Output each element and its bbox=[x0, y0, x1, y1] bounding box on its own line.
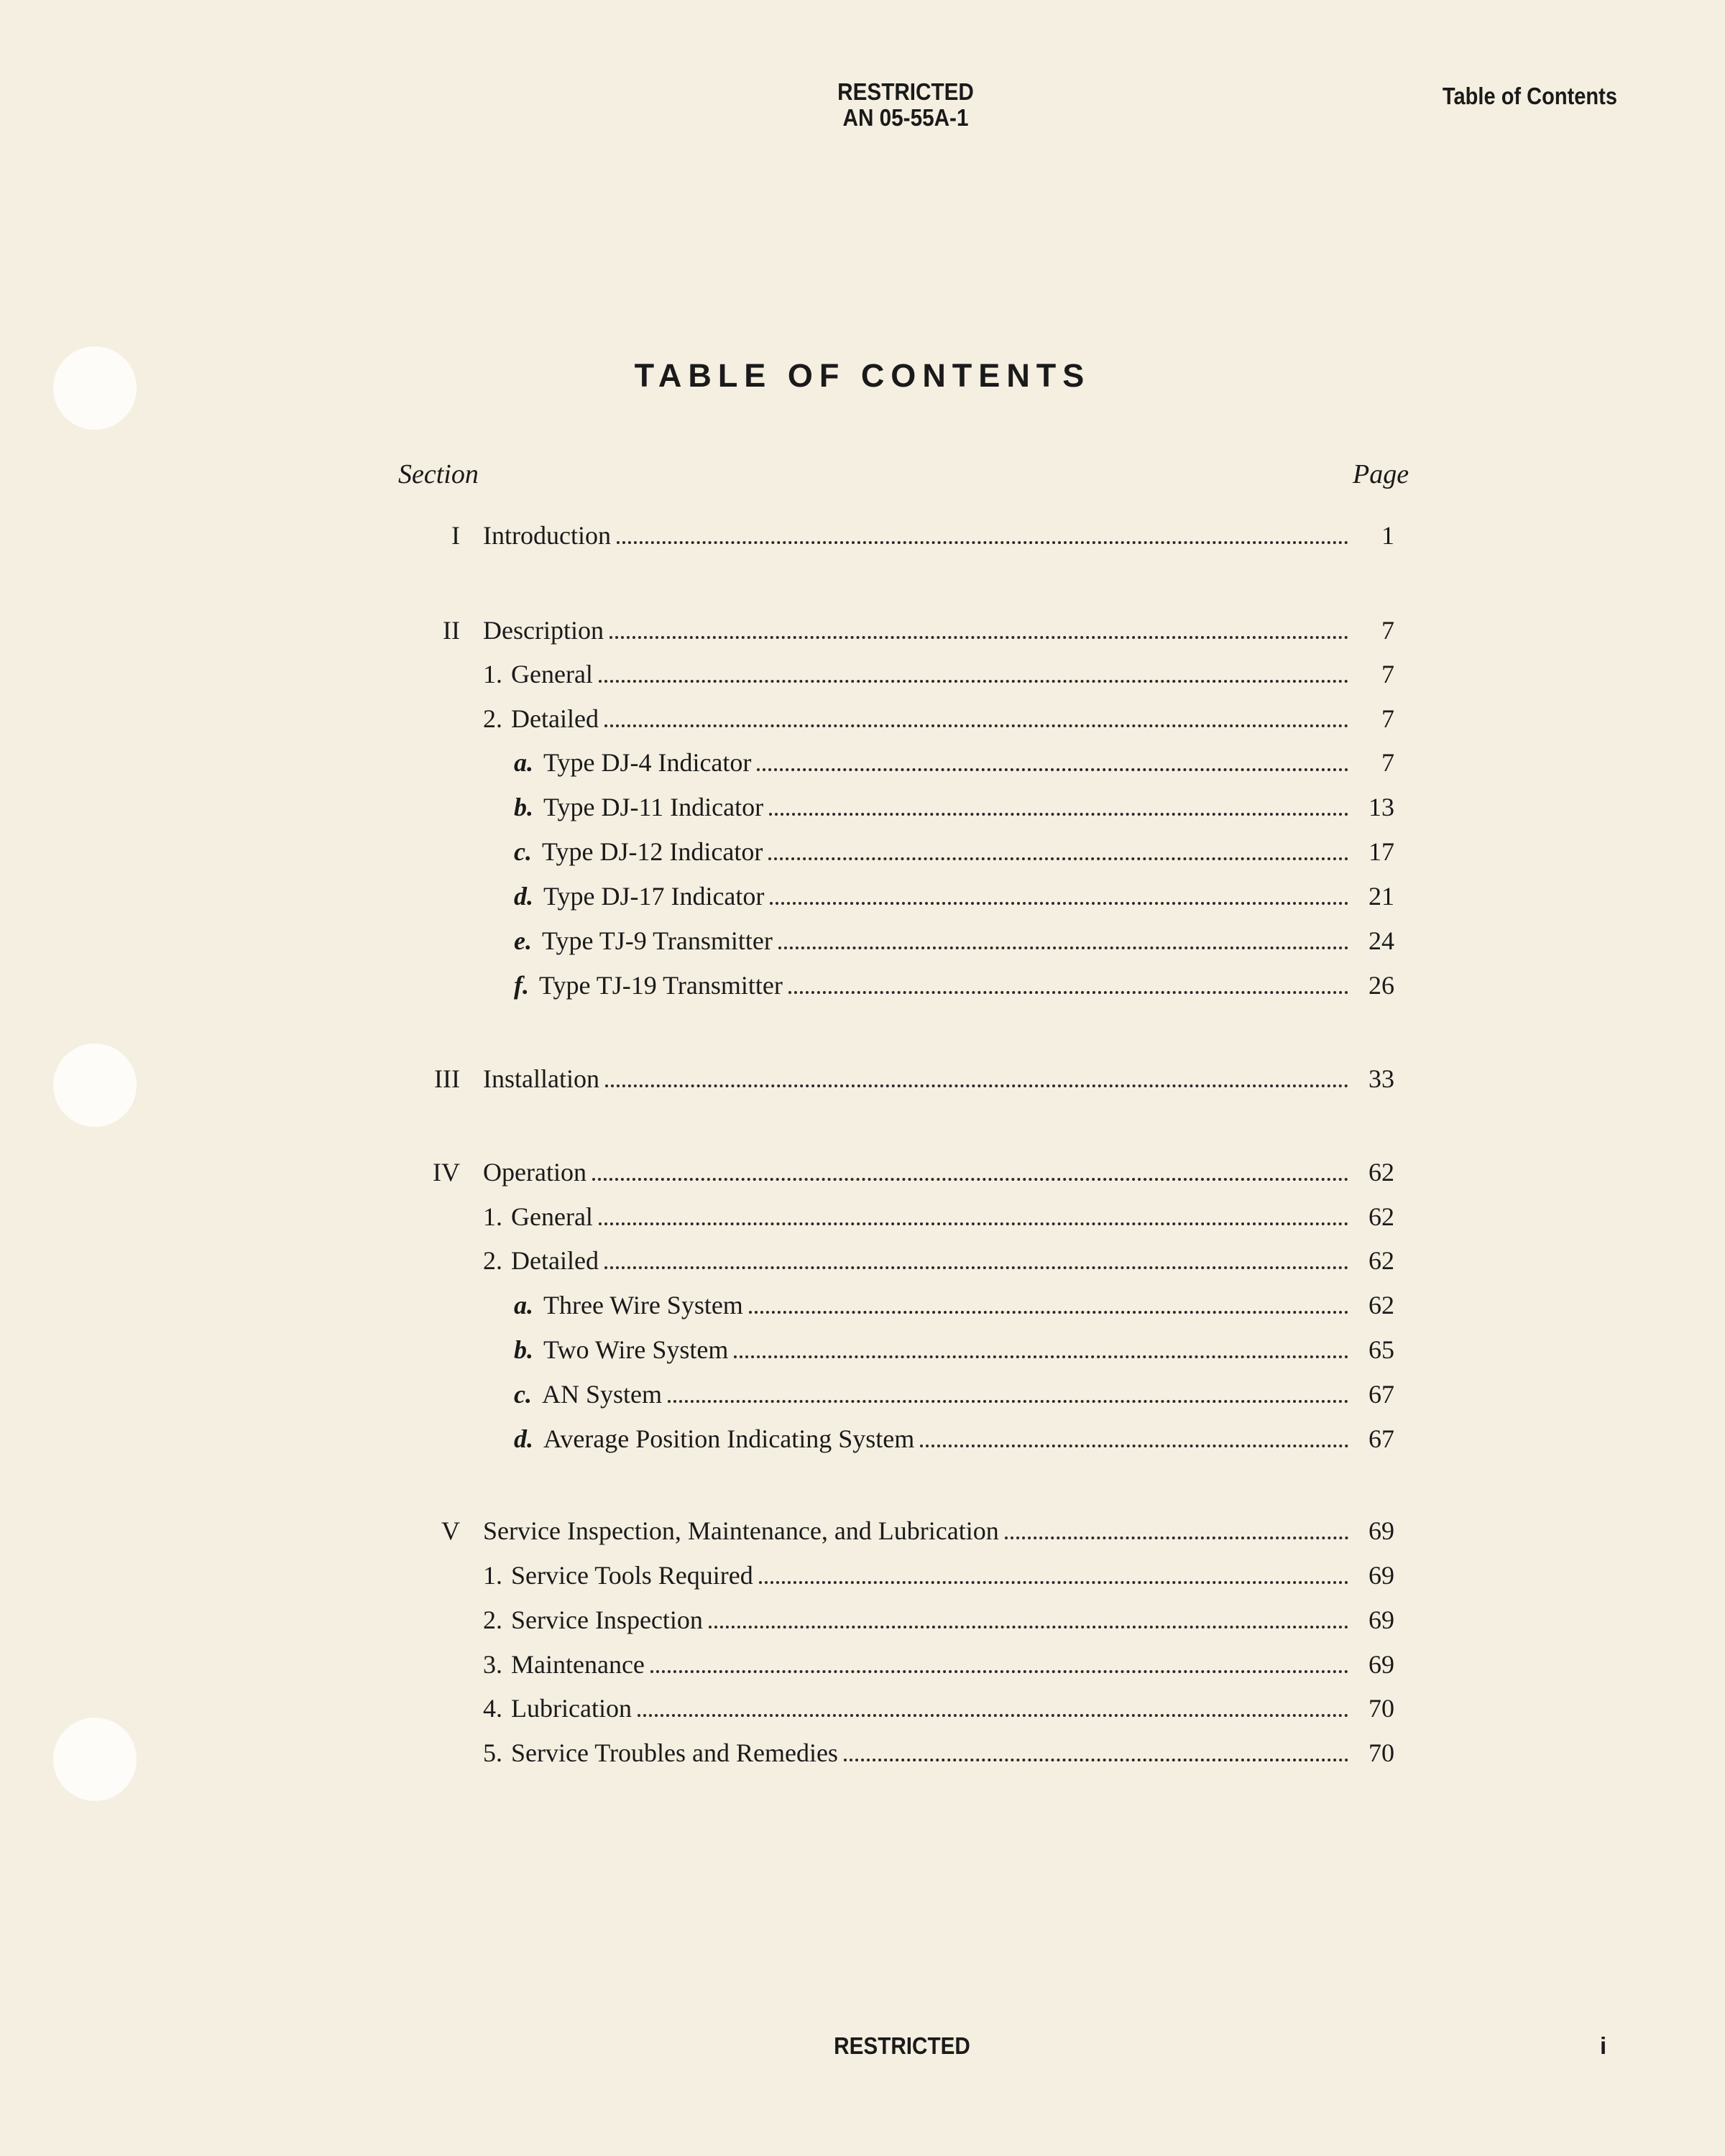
toc-entry[interactable] bbox=[0, 923, 1725, 959]
dot-leader bbox=[604, 1266, 1348, 1269]
dot-leader bbox=[759, 1581, 1348, 1584]
entry-page-number: 62 bbox=[1368, 1246, 1394, 1275]
toc-entry[interactable] bbox=[0, 878, 1725, 914]
toc-entry[interactable] bbox=[0, 1421, 1725, 1457]
entry-page-number: 65 bbox=[1368, 1335, 1394, 1364]
entry-page-number: 69 bbox=[1368, 1516, 1394, 1545]
entry-page-number: 13 bbox=[1368, 793, 1394, 821]
toc-entry-body bbox=[514, 923, 1353, 959]
entry-page-number: 67 bbox=[1368, 1424, 1394, 1453]
dot-leader bbox=[617, 541, 1348, 544]
toc-entry-body bbox=[483, 1602, 1353, 1638]
entry-marker: f. bbox=[514, 971, 529, 1000]
entry-label: General bbox=[511, 660, 593, 688]
entry-page-number: 69 bbox=[1368, 1650, 1394, 1679]
entry-label: Average Position Indicating System bbox=[543, 1424, 915, 1453]
toc-entry[interactable] bbox=[0, 1154, 1725, 1190]
entry-label: Lubrication bbox=[511, 1694, 632, 1723]
entry-marker: b. bbox=[514, 793, 533, 821]
toc-entry-body bbox=[514, 1287, 1353, 1323]
entry-marker: 2. bbox=[483, 1246, 502, 1275]
toc-entry[interactable] bbox=[0, 1376, 1725, 1412]
entry-label: Two Wire System bbox=[543, 1335, 729, 1364]
entry-label: Service Inspection bbox=[511, 1606, 703, 1634]
dot-leader bbox=[599, 680, 1348, 683]
entry-label: Operation bbox=[483, 1158, 586, 1187]
header-classification: RESTRICTED bbox=[837, 78, 974, 105]
entry-page-number: 7 bbox=[1381, 704, 1394, 733]
section-numeral: I bbox=[451, 521, 460, 550]
dot-leader bbox=[650, 1670, 1348, 1673]
toc-entry-body bbox=[514, 1376, 1353, 1412]
toc-entry-body bbox=[483, 1513, 1353, 1549]
toc-entry-body bbox=[483, 656, 1353, 692]
toc-entry-body bbox=[483, 1557, 1353, 1593]
toc-entry-body bbox=[483, 612, 1353, 648]
header-running-title: Table of Contents bbox=[1442, 83, 1617, 109]
entry-page-number: 62 bbox=[1368, 1158, 1394, 1187]
dot-leader bbox=[749, 1311, 1348, 1314]
toc-entry-body bbox=[483, 1243, 1353, 1279]
entry-page-number: 62 bbox=[1368, 1202, 1394, 1231]
toc-entry[interactable] bbox=[0, 1557, 1725, 1593]
toc-entry-body bbox=[483, 1735, 1353, 1771]
toc-entry-body bbox=[514, 967, 1353, 1003]
entry-label: Description bbox=[483, 616, 604, 645]
dot-leader bbox=[770, 902, 1348, 905]
entry-label: Maintenance bbox=[511, 1650, 645, 1679]
entry-label: Detailed bbox=[511, 1246, 599, 1275]
toc-entry-body bbox=[483, 701, 1353, 737]
entry-marker: 1. bbox=[483, 1202, 502, 1231]
entry-page-number: 67 bbox=[1368, 1380, 1394, 1409]
toc-entry-body bbox=[514, 745, 1353, 780]
entry-page-number: 21 bbox=[1368, 882, 1394, 911]
toc-entry-body bbox=[514, 789, 1353, 825]
entry-label: Introduction bbox=[483, 521, 611, 550]
dot-leader bbox=[844, 1759, 1348, 1761]
toc-entry[interactable] bbox=[0, 1199, 1725, 1235]
entry-page-number: 70 bbox=[1368, 1738, 1394, 1767]
section-numeral: II bbox=[443, 616, 460, 645]
toc-entry[interactable] bbox=[0, 1735, 1725, 1771]
dot-leader bbox=[769, 813, 1348, 816]
dot-leader bbox=[920, 1445, 1348, 1447]
toc-entry-body bbox=[514, 878, 1353, 914]
toc-entry-body bbox=[483, 1690, 1353, 1726]
entry-page-number: 26 bbox=[1368, 971, 1394, 1000]
dot-leader bbox=[610, 636, 1348, 639]
entry-marker: 5. bbox=[483, 1738, 502, 1767]
entry-page-number: 33 bbox=[1368, 1064, 1394, 1093]
toc-entry[interactable] bbox=[0, 1513, 1725, 1549]
toc-entry-body bbox=[483, 1646, 1353, 1682]
dot-leader bbox=[778, 946, 1348, 949]
entry-page-number: 62 bbox=[1368, 1291, 1394, 1319]
dot-leader bbox=[757, 768, 1348, 771]
dot-leader bbox=[668, 1400, 1348, 1403]
entry-page-number: 7 bbox=[1381, 616, 1394, 645]
entry-marker: 2. bbox=[483, 704, 502, 733]
dot-leader bbox=[605, 1084, 1348, 1087]
toc-entry-body bbox=[514, 834, 1353, 870]
toc-entry[interactable] bbox=[0, 517, 1725, 553]
dot-leader bbox=[768, 857, 1348, 860]
dot-leader bbox=[638, 1714, 1348, 1717]
toc-entry[interactable] bbox=[0, 1243, 1725, 1279]
entry-label: General bbox=[511, 1202, 593, 1231]
toc-entry[interactable] bbox=[0, 1646, 1725, 1682]
header-center bbox=[776, 79, 1035, 131]
entry-page-number: 69 bbox=[1368, 1561, 1394, 1590]
entry-marker: 1. bbox=[483, 660, 502, 688]
entry-label: Type DJ-12 Indicator bbox=[541, 837, 763, 866]
toc-entry[interactable] bbox=[0, 1287, 1725, 1323]
entry-label: Service Troubles and Remedies bbox=[511, 1738, 838, 1767]
entry-label: Service Inspection, Maintenance, and Lubrication bbox=[483, 1516, 999, 1545]
entry-label: Three Wire System bbox=[543, 1291, 743, 1319]
toc-entry[interactable] bbox=[0, 1332, 1725, 1368]
section-numeral: III bbox=[434, 1064, 460, 1093]
entry-marker: d. bbox=[514, 882, 533, 911]
dot-leader bbox=[1005, 1537, 1348, 1539]
toc-entry[interactable] bbox=[0, 834, 1725, 870]
entry-label: Detailed bbox=[511, 704, 599, 733]
page-title: TABLE OF CONTENTS bbox=[634, 357, 1091, 394]
toc-entry-body bbox=[514, 1332, 1353, 1368]
entry-label: Installation bbox=[483, 1064, 599, 1093]
entry-label: Type TJ-9 Transmitter bbox=[541, 926, 773, 955]
dot-leader bbox=[709, 1626, 1348, 1628]
footer-classification: RESTRICTED bbox=[834, 2032, 970, 2059]
entry-label: Type DJ-4 Indicator bbox=[543, 748, 752, 777]
column-header-page: Page bbox=[1353, 459, 1409, 489]
entry-label: AN System bbox=[541, 1380, 662, 1409]
header-document-number: AN 05-55A-1 bbox=[842, 104, 969, 131]
toc-entry[interactable] bbox=[0, 967, 1725, 1003]
toc-entry[interactable] bbox=[0, 1061, 1725, 1097]
entry-marker: c. bbox=[514, 1380, 532, 1409]
toc-entry-body bbox=[514, 1421, 1353, 1457]
toc-entry[interactable] bbox=[0, 1602, 1725, 1638]
toc-entry[interactable] bbox=[0, 612, 1725, 648]
entry-page-number: 1 bbox=[1381, 521, 1394, 550]
entry-marker: a. bbox=[514, 748, 533, 777]
entry-marker: a. bbox=[514, 1291, 533, 1319]
dot-leader bbox=[604, 724, 1348, 727]
column-header-section: Section bbox=[398, 459, 479, 489]
entry-label: Type DJ-17 Indicator bbox=[543, 882, 765, 911]
entry-page-number: 7 bbox=[1381, 748, 1394, 777]
entry-marker: d. bbox=[514, 1424, 533, 1453]
entry-page-number: 17 bbox=[1368, 837, 1394, 866]
entry-marker: 1. bbox=[483, 1561, 502, 1590]
toc-entry-body bbox=[483, 1154, 1353, 1190]
entry-marker: 2. bbox=[483, 1606, 502, 1634]
toc-entry-body bbox=[483, 1061, 1353, 1097]
entry-page-number: 7 bbox=[1381, 660, 1394, 688]
toc-entry-body bbox=[483, 1199, 1353, 1235]
toc-entry[interactable] bbox=[0, 1690, 1725, 1726]
entry-marker: 4. bbox=[483, 1694, 502, 1723]
toc-entry-body bbox=[483, 517, 1353, 553]
entry-page-number: 24 bbox=[1368, 926, 1394, 955]
entry-marker: 3. bbox=[483, 1650, 502, 1679]
toc-entry[interactable] bbox=[0, 789, 1725, 825]
entry-page-number: 69 bbox=[1368, 1606, 1394, 1634]
entry-label: Type TJ-19 Transmitter bbox=[539, 971, 783, 1000]
entry-page-number: 70 bbox=[1368, 1694, 1394, 1723]
page-folio: i bbox=[1600, 2032, 1607, 2059]
dot-leader bbox=[734, 1355, 1348, 1358]
dot-leader bbox=[592, 1178, 1348, 1181]
toc-entry[interactable] bbox=[0, 701, 1725, 737]
entry-marker: b. bbox=[514, 1335, 533, 1364]
toc-entry[interactable] bbox=[0, 656, 1725, 692]
toc-entry[interactable] bbox=[0, 745, 1725, 780]
entry-marker: e. bbox=[514, 926, 532, 955]
section-numeral: IV bbox=[433, 1158, 460, 1187]
entry-label: Service Tools Required bbox=[511, 1561, 753, 1590]
entry-label: Type DJ-11 Indicator bbox=[543, 793, 764, 821]
section-numeral: V bbox=[441, 1516, 460, 1545]
dot-leader bbox=[788, 991, 1348, 994]
dot-leader bbox=[599, 1222, 1348, 1225]
entry-marker: c. bbox=[514, 837, 532, 866]
